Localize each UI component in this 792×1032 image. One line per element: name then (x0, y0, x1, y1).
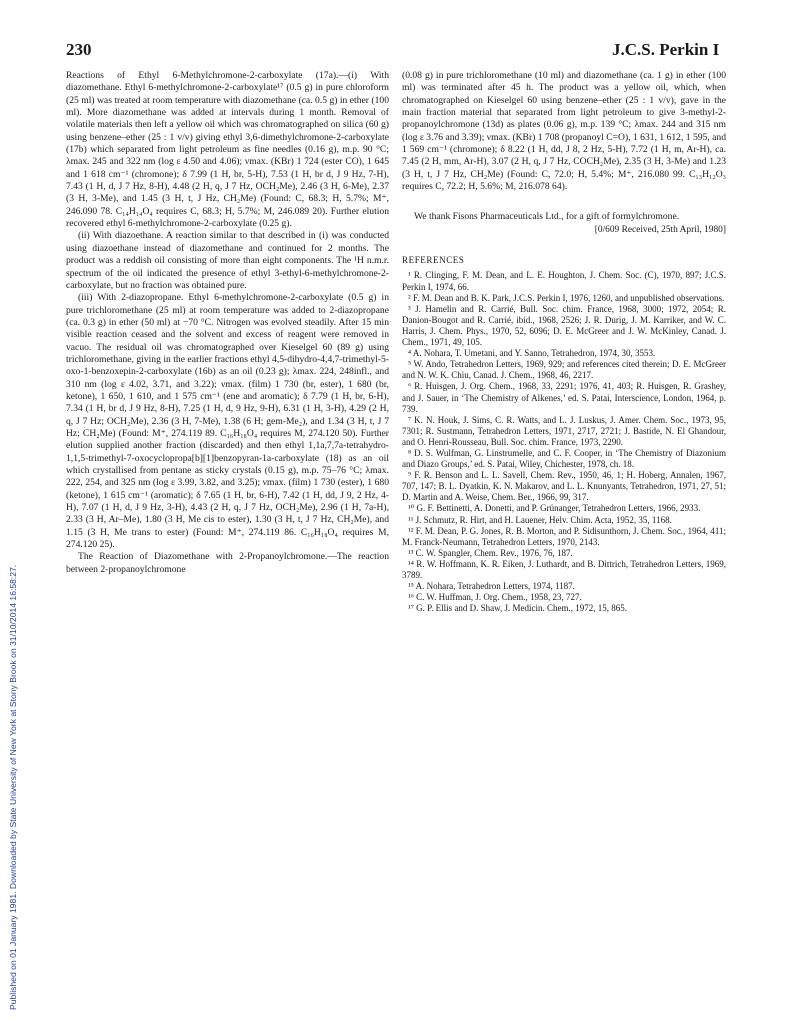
reference-item: ⁵ W. Ando, Tetrahedron Letters, 1969, 929; and references cited therein; D. E. McGreer and N. W. K. Chiu, Canad. J. Chem., 1968, 46, 2217. (402, 359, 726, 381)
reference-item: ⁹ F. R. Benson and L. L. Savell, Chem. Rev., 1950, 46, 1; H. Hoberg, Annalen, 1967, 707, 147; B. L. Dyatkin, K. N. Makarov, and L. L. Knunyants, Tetrahedron, 1971, 27, 51; D. Martin and A. Weise, Chem. Ber., 1966, 99, 317. (402, 470, 726, 503)
reference-item: ⁴ A. Nohara, T. Umetani, and Y. Sanno, Tetrahedron, 1974, 30, 3553. (408, 348, 656, 359)
reference-item: ¹⁴ R. W. Hoffmann, K. R. Eiken, J. Luthardt, and B. Dittrich, Tetrahedron Letters, 1969, 3789. (402, 558, 726, 580)
reference-item: ¹⁶ C. W. Huffman, J. Org. Chem., 1958, 23, 727. (408, 592, 582, 603)
reference-item: ¹³ C. W. Spangler, Chem. Rev., 1976, 76, 187. (408, 547, 573, 558)
reference-item: ⁷ K. N. Houk, J. Sims, C. R. Watts, and L. J. Luskus, J. Amer. Chem. Soc., 1973, 95, 7301; R. Sustmann, Tetrahedron Letters, 1971, 2717, 2721; J. Bastide, N. El Ghandour, and O. Henri-Rousseau, Bull. Soc. chim. France, 1973, 2290. (402, 414, 726, 447)
acknowledgement: We thank Fisons Pharmaceuticals Ltd., for a gift of formylchromone. (414, 211, 680, 223)
journal-title: J.C.S. Perkin I (612, 40, 720, 59)
reference-item: ¹ R. Clinging, F. M. Dean, and L. E. Houghton, J. Chem. Soc. (C), 1970, 897; J.C.S. Perkin I, 1974, 66. (402, 270, 726, 292)
left-column (66, 70, 389, 576)
page-number: 230 (66, 40, 92, 59)
references-heading: REFERENCES (402, 255, 465, 266)
right-column (402, 70, 726, 614)
paragraph-ethyl-chromone-diazomethane: Reactions of Ethyl 6-Methylchromone-2-carboxylate (17a).—(i) With diazomethane. Ethyl 6-methylchromone-2-carboxylate¹⁷ (0.5 g) in pure chloroform (25 ml) was treated at room temperature with diazomethane (ca. 0.5 g) in ether (100 ml). More diazomethane was added at intervals during 1 month. Removal of volatile materials then left a yellow oil which was chromatographed on silica (60 g) using benzene–ether (25 : 1 v/v) giving ethyl 3,6-dimethylchromone-2-carboxylate (17b) which separated from light petroleum as fine needles (0.16 g), m.p. 90 °C; λmax. 245 and 322 nm (log ε 4.50 and 4.06); νmax. (KBr) 1 724 (ester CO), 1 645 and 1 618 cm⁻¹ (chromone); δ 7.99 (1 H, br, 5-H), 7.53 (1 H, br d, J 9 Hz, 7-H), 7.43 (1 H, d, J 7 Hz, 8-H), 4.48 (2 H, q, J 7 Hz, OCH₂Me), 2.46 (3 H, 6-Me), 2.37 (3 H, 3-Me), and 1.45 (3 H, t, J Hz, CH₂Me) (Found: C, 68.3; H, 5.7%; M⁺, 246.090 78. C₁₄H₁₄O₄ requires C, 68.3; H, 5.7%; M, 246.089 20). Further elution recovered ethyl 6-methylchromone-2-carboxylate (0.25 g). (66, 70, 389, 230)
reference-item: ¹⁵ A. Nohara, Tetrahedron Letters, 1974, 1187. (408, 581, 575, 592)
paragraph-continuation: (0.08 g) in pure trichloromethane (10 ml) and diazomethane (ca. 1 g) in ether (100 ml) was terminated after 45 h. The product was a yellow oil, which, when chromatographed on Kieselgel 60 using benzene–ether (25 : 1 v/v), gave in the main fraction material that separated from light petroleum to give 3-methyl-2-propanoylchromone (13d) as plates (0.06 g), m.p. 139 °C; λmax. 244 and 315 nm (log ε 3.76 and 3.39); νmax. (KBr) 1 708 (propanoyl C=O), 1 631, 1 612, 1 595, and 1 569 cm⁻¹ (chromone); δ 8.22 (1 H, dd, J 8, 2 Hz, 5-H), 7.72 (1 H, m, Ar-H), ca. 7.45 (2 H, mm, Ar-H), 3.07 (2 H, q, J 7 Hz, COCH₂Me), 2.35 (3 H, 3-Me) and 1.23 (3 H, t, J 7 Hz, CH₂Me) (Found: C, 72.0; H, 5.4%; M⁺, 216.080 99. C₁₃H₁₂O₃ requires C, 72.2; H, 5.6%; M, 216.078 64). (402, 70, 726, 193)
reference-item: ¹¹ J. Schmutz, R. Hirt, and H. Lauener, Helv. Chim. Acta, 1952, 35, 1168. (408, 514, 672, 525)
received-date: [0/609 Received, 25th April, 1980] (594, 224, 726, 235)
download-watermark: Published on 01 January 1981. Downloaded by State University of New York at Stony Brook on 31/10/2014 16:58:27. (8, 564, 18, 1010)
reference-item: ³ J. Hamelin and R. Carrié, Bull. Soc. chim. France, 1968, 3000; 1972, 2054; R. Danion-Bougot and R. Carrié, ibid., 1968, 2526; J. R. Durig, J. M. Karriker, and W. C. Harris, J. Chem. Phys., 1970, 52, 6096; D. E. McGreer and J. W. McKinley, Canad. J. Chem., 1971, 49, 105. (402, 303, 726, 348)
paragraph-propanoylchromone: The Reaction of Diazomethane with 2-Propanoylchromone.—The reaction between 2-propanoylchromone (66, 551, 389, 575)
paragraph-diazoethane: (ii) With diazoethane. A reaction similar to that described in (i) was conducted using diazoethane instead of diazomethane and continued for 2 months. The product was a reddish oil consisting of more than eight components. The ¹H n.m.r. spectrum of the oil indicated the presence of ethyl 3-ethyl-6-methylchromone-2-carboxylate, but no fraction was obtained pure. (66, 230, 389, 291)
references-list (402, 270, 726, 614)
reference-item: ² F. M. Dean and B. K. Park, J.C.S. Perkin I, 1976, 1260, and unpublished observations. (408, 292, 725, 303)
reference-item: ¹² F. M. Dean, P. G. Jones, R. B. Morton, and P. Sidisunthorn, J. Chem. Soc., 1964, 411; M. Franck-Neumann, Tetrahedron Letters, 1970, 2143. (402, 525, 726, 547)
reference-item: ¹⁰ G. F. Bettinetti, A. Donetti, and P. Grünanger, Tetrahedron Letters, 1966, 2933. (408, 503, 701, 514)
reference-item: ¹⁷ G. P. Ellis and D. Shaw, J. Medicin. Chem., 1972, 15, 865. (408, 603, 627, 614)
paragraph-diazopropane: (iii) With 2-diazopropane. Ethyl 6-methylchromone-2-carboxylate (0.5 g) in pure trichloromethane (25 ml) at room temperature was added to 2-diazopropane (ca. 0.3 g) in ether (50 ml) at −70 °C. Nitrogen was evolved steadily. After 15 min visible reaction ceased and the solvent and excess of reagent were removed in vacuo. The residual oil was chromatographed over Kieselgel 60 (89 g) using trichloromethane, giving in the earlier fractions ethyl 4,5-dihydro-4,4,7-trimethyl-5-oxo-1-benzoxepin-2-carboxylate (16b) as an oil (0.23 g); λmax. 224, 248infl., and 310 nm (log ε 4.02, 3.71, and 3.22); νmax. (film) 1 730 (br, ester), 1 680 (br, ketone), 1 650, 1 610, and 1 575 cm⁻¹ (ene and aromatic); δ 7.79 (1 H, br, 6-H), 7.34 (1 H, br d, J 9 Hz, 8-H), 7.25 (1 H, d, 9 Hz, 9-H), 6.31 (1 H, 3-H), 4.29 (2 H, q, J 7 Hz; OCH₂Me), 2.36 (3 H, 7-Me), 1.38 (6 H; gem-Me₂), and 1.34 (3 H, t, J 7 Hz; CH₂Me) (Found: M⁺, 274.119 89. C₁₆H₁₈O₄ requires M, 274.120 50). Further elution supplied another fraction (discarded) and then ethyl 1,1a,7,7a-tetrahydro-1,1,5-trimethyl-7-oxocyclopropa[b][1]benzopyran-1a-carboxylate (18) as an oil which crystallised from pentane as sticky crystals (0.15 g), m.p. 75–76 °C; λmax. 222, 254, and 325 nm (log ε 3.99, 3.82, and 3.25); νmax. (film) 1 730 (ester), 1 680 (ketone), 1 615 cm⁻¹ (aromatic); δ 7.65 (1 H, br, 6-H), 7.42 (1 H, dd, J 9, 2 Hz, 4-H), 7.07 (1 H, d, J 9 Hz, 3-H), 4.43 (2 H, q, J 7 Hz, OCH₂Me), 2.96 (1 H, 7a-H), 2.33 (3 H, Ar–Me), 1.80 (3 H, Me cis to ester), 1.30 (3 H, t, J 7 Hz, CH₂Me), and 1.15 (3 H, Me trans to ester) (Found: M⁺, 274.119 86. C₁₆H₁₈O₄ requires M, 274.120 25). (66, 292, 389, 551)
reference-item: ⁶ R. Huisgen, J. Org. Chem., 1968, 33, 2291; 1976, 41, 403; R. Huisgen, R. Grashey, and J. Sauer, in ‘The Chemistry of Alkenes,’ ed. S. Patai, Interscience, London, 1964, p. 739. (402, 381, 726, 414)
reference-item: ⁸ D. S. Wulfman, G. Linstrumelle, and C. F. Cooper, in ‘The Chemistry of Diazonium and Diazo Groups,’ ed. S. Patai, Wiley, Chichester, 1978, ch. 18. (402, 447, 726, 470)
